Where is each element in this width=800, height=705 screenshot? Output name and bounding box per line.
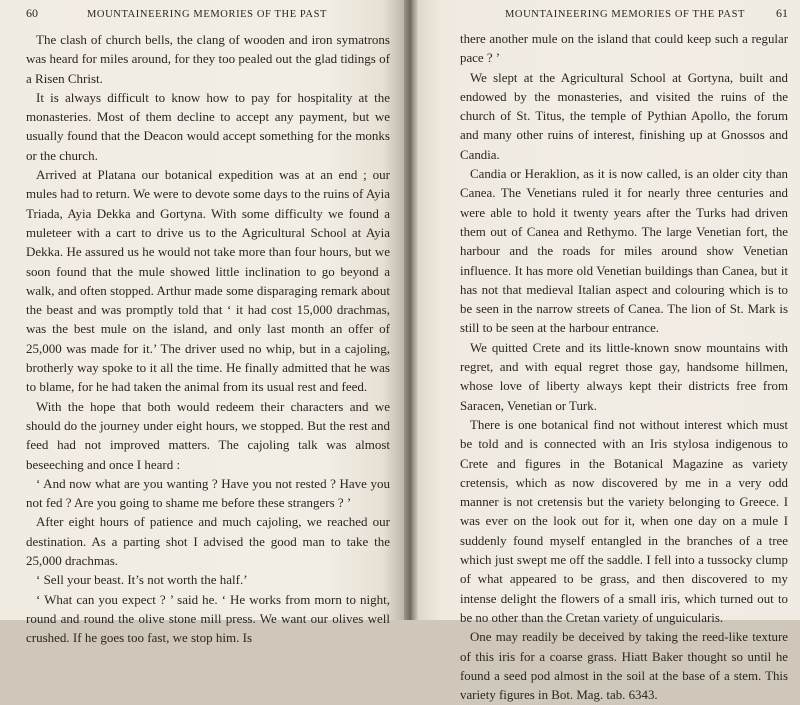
- paragraph: We quitted Crete and its little-known snow mountains with regret, and with equal regret those gay, handsome hillmen, whose love of liberty always kept their districts free from Saracen, Venetian or Turk.: [460, 340, 788, 413]
- left-page-body: [26, 30, 390, 648]
- paragraph: It is always difficult to know how to pay for hospitality at the monasteries. Most of them decline to accept any payment, but we usually found that the Deacon would accept something for the monks or the church.: [26, 89, 390, 163]
- right-page: [418, 0, 800, 703]
- right-page-number: 61: [776, 6, 788, 20]
- paragraph: After eight hours of patience and much cajoling, we reached our destination. As a parting shot I advised the good man to take the 25,000 drachmas.: [26, 514, 390, 569]
- paragraph: ‘ What can you expect ? ’ said he. ‘ He works from morn to night, round and round the olive stone mill press. We want our olives well crushed. If he goes too fast, we stop him. Is: [26, 591, 390, 646]
- book-gutter: [404, 0, 418, 620]
- paragraph: We slept at the Agricultural School at Gortyna, built and endowed by the monasteries, and visited the ruins of the church of St. Titus, the temple of Pythian Apollo, the forum and many other ruins of interest, finishing up at Gnossos and Candia.: [460, 70, 788, 162]
- right-page-body: [460, 30, 788, 705]
- paragraph: Arrived at Platana our botanical expedition was at an end ; our mules had to return. We were to devote some days to the ruins of Ayia Triada, Ayia Dekka and Gortyna. With some difficulty we found a muleteer with a cart to drive us to the Agricultural School at Ayia Dekka. He assured us he would not take more than four hours, but we soon found that the mule showed little inclination to go beyond a walk, and often stopped. Arthur made some disparaging remark about the beast and was promptly told that ‘ it had cost 15,000 drachmas, was the best mule on the island, and only last month an offer of 25,000 was made for it.’ The driver used no whip, but in a cajoling, brotherly way spoke to it all the time. He finally admitted that he was to blame, for he had taken the animal from its usual rest and feed.: [26, 167, 390, 395]
- paragraph: ‘ And now what are you wanting ? Have you not rested ? Have you not fed ? Are you going to shame me before these strangers ? ’: [26, 475, 390, 511]
- paragraph: One may readily be deceived by taking the reed-like texture of this iris for a coarse grass. Hiatt Baker thought so until he found a seed pod almost in the soil at the base of a stem. This variety figures in Bot. Mag. tab. 6343.: [460, 630, 788, 703]
- continued-paragraph: there another mule on the island that could keep such a regular pace ? ’: [460, 32, 788, 66]
- paragraph: With the hope that both would redeem their characters and we should do the journey under eight hours, we stopped. But the rest and feed had not improved matters. The cajoling talk was almost beseeching and once I heard :: [26, 398, 390, 472]
- paragraph: Candia or Heraklion, as it is now called, is an older city than Canea. The Venetians ruled it for nearly three centuries and were able to hold it twenty years after the Turks had driven them out of Canea and Rethymo. The large Venetian fort, the harbour and the roads for miles around show Venetian influence. It has more old Venetian buildings than Canea, but it has not that medieval Italian aspect and colouring which is to be seen in the narrow streets of Canea. The lion of St. Mark is still to be seen at the harbour entrance.: [460, 167, 788, 336]
- right-running-title: MOUNTAINEERING MEMORIES OF THE PAST: [504, 9, 746, 20]
- paragraph: There is one botanical find not without interest which must be told and is connected with an Iris stylosa indigenous to Crete and figures in the Botanical Magazine as variety cretensis, which as now discovered by me in a very odd manner is not cretensis but the variety belonging to Greece. I was ever on the look out for it, when one day on a mule I suddenly found myself entangled in the branches of a tree which just swept me off the saddle. I fell into a tussocky clump of what appeared to be grass, and then discovered to my intense delight the flowers of a small iris, which turned out to be no other than the Cretan variety of unguicularis.: [460, 417, 788, 625]
- left-running-header: [26, 6, 390, 24]
- left-running-title: MOUNTAINEERING MEMORIES OF THE PAST: [86, 9, 328, 20]
- left-page: [0, 0, 404, 646]
- right-running-header: [460, 6, 788, 24]
- paragraph: ‘ Sell your beast. It’s not worth the half.’: [36, 572, 248, 588]
- paragraph: The clash of church bells, the clang of wooden and iron symatrons was heard for miles around, for they too pealed out the glad tidings of a Risen Christ.: [26, 32, 390, 86]
- left-page-number: 60: [26, 6, 38, 20]
